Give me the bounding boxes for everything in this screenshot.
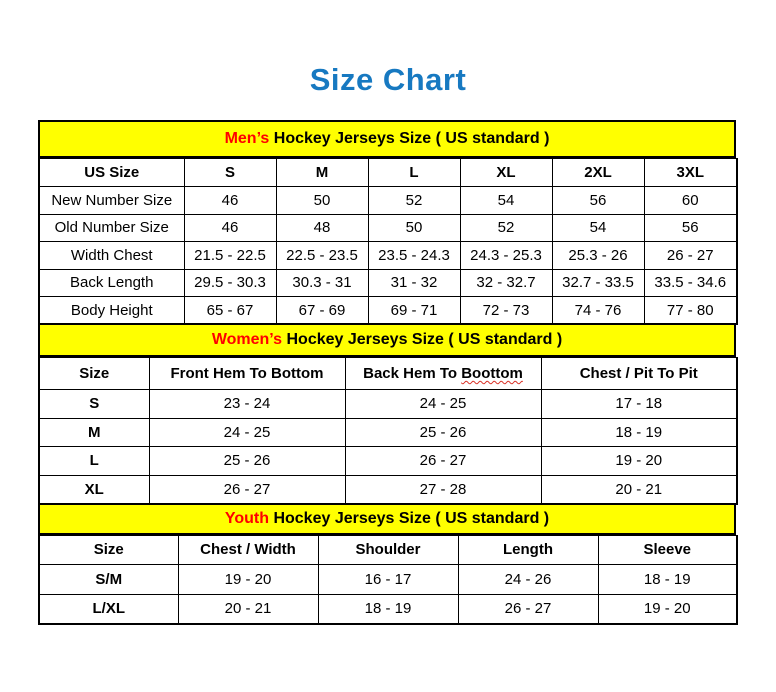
cell: 18 - 19	[541, 418, 737, 447]
row-label: Width Chest	[39, 242, 184, 270]
table-row	[39, 447, 737, 476]
womens-section-header	[38, 325, 736, 357]
cell: 17 - 18	[541, 390, 737, 419]
cell: 31 - 32	[368, 269, 460, 297]
column-header: Chest / Pit To Pit	[541, 358, 737, 390]
cell: 67 - 69	[276, 297, 368, 325]
cell: 25.3 - 26	[552, 242, 644, 270]
cell: 23.5 - 24.3	[368, 242, 460, 270]
cell: 77 - 80	[644, 297, 737, 325]
cell: 18 - 19	[598, 564, 737, 594]
cell: 72 - 73	[460, 297, 552, 325]
cell: 26 - 27	[149, 475, 345, 504]
cell: 24.3 - 25.3	[460, 242, 552, 270]
cell: 22.5 - 23.5	[276, 242, 368, 270]
cell: 52	[460, 214, 552, 242]
cell: 56	[644, 214, 737, 242]
row-label: L/XL	[39, 594, 178, 624]
cell: 18 - 19	[318, 594, 458, 624]
row-label: Back Length	[39, 269, 184, 297]
womens-size-table	[38, 357, 738, 505]
cell: 19 - 20	[178, 564, 318, 594]
column-header: Back Hem To Boottom	[345, 358, 541, 390]
column-header: US Size	[39, 159, 184, 187]
column-header: M	[276, 159, 368, 187]
womens-header-row	[39, 358, 737, 390]
table-row	[39, 564, 737, 594]
womens-section-highlight: Women’s	[211, 331, 283, 348]
row-label: Old Number Size	[39, 214, 184, 242]
cell: 20 - 21	[541, 475, 737, 504]
table-row	[39, 297, 737, 325]
column-header: XL	[460, 159, 552, 187]
cell: 26 - 27	[458, 594, 598, 624]
cell: 32.7 - 33.5	[552, 269, 644, 297]
row-label: Body Height	[39, 297, 184, 325]
womens-section-title-rest: Hockey Jerseys Size ( US standard )	[282, 331, 563, 348]
cell: 30.3 - 31	[276, 269, 368, 297]
cell: 32 - 32.7	[460, 269, 552, 297]
mens-section-header	[38, 120, 736, 158]
cell: 25 - 26	[149, 447, 345, 476]
cell: 24 - 26	[458, 564, 598, 594]
cell: 23 - 24	[149, 390, 345, 419]
youth-section-header	[38, 505, 736, 535]
row-label: New Number Size	[39, 187, 184, 215]
cell: 24 - 25	[345, 390, 541, 419]
column-header: Front Hem To Bottom	[149, 358, 345, 390]
youth-header-row	[39, 535, 737, 564]
cell: 24 - 25	[149, 418, 345, 447]
row-label: XL	[39, 475, 149, 504]
row-label: S/M	[39, 564, 178, 594]
table-row	[39, 187, 737, 215]
cell: 25 - 26	[345, 418, 541, 447]
cell: 20 - 21	[178, 594, 318, 624]
column-header: Shoulder	[318, 535, 458, 564]
column-header: 2XL	[552, 159, 644, 187]
mens-size-table	[38, 158, 738, 325]
cell: 16 - 17	[318, 564, 458, 594]
table-row	[39, 418, 737, 447]
cell: 48	[276, 214, 368, 242]
mens-header-row	[39, 159, 737, 187]
cell: 54	[552, 214, 644, 242]
cell: 33.5 - 34.6	[644, 269, 737, 297]
cell: 21.5 - 22.5	[184, 242, 276, 270]
cell: 65 - 67	[184, 297, 276, 325]
table-row	[39, 269, 737, 297]
cell: 19 - 20	[598, 594, 737, 624]
cell: 56	[552, 187, 644, 215]
cell: 19 - 20	[541, 447, 737, 476]
column-header: Sleeve	[598, 535, 737, 564]
table-row	[39, 390, 737, 419]
mens-section-title-rest: Hockey Jerseys Size ( US standard )	[269, 130, 550, 147]
youth-section-title-rest: Hockey Jerseys Size ( US standard )	[269, 509, 550, 527]
cell: 27 - 28	[345, 475, 541, 504]
size-chart	[38, 120, 736, 625]
youth-size-table	[38, 535, 738, 626]
table-row	[39, 475, 737, 504]
table-row	[39, 594, 737, 624]
cell: 26 - 27	[345, 447, 541, 476]
cell: 54	[460, 187, 552, 215]
cell: 46	[184, 187, 276, 215]
cell: 74 - 76	[552, 297, 644, 325]
cell: 60	[644, 187, 737, 215]
column-header: Length	[458, 535, 598, 564]
mens-section-highlight: Men’s	[224, 130, 270, 147]
row-label: L	[39, 447, 149, 476]
cell: 50	[276, 187, 368, 215]
column-header: Size	[39, 535, 178, 564]
column-header: 3XL	[644, 159, 737, 187]
cell: 29.5 - 30.3	[184, 269, 276, 297]
column-header: S	[184, 159, 276, 187]
misspelled-word: Boottom	[461, 365, 523, 382]
table-row	[39, 214, 737, 242]
row-label: M	[39, 418, 149, 447]
table-row	[39, 242, 737, 270]
page-title: Size Chart	[309, 62, 467, 97]
row-label: S	[39, 390, 149, 419]
cell: 50	[368, 214, 460, 242]
column-header: Chest / Width	[178, 535, 318, 564]
cell: 52	[368, 187, 460, 215]
column-header: L	[368, 159, 460, 187]
column-header: Size	[39, 358, 149, 390]
cell: 46	[184, 214, 276, 242]
cell: 69 - 71	[368, 297, 460, 325]
cell: 26 - 27	[644, 242, 737, 270]
youth-section-highlight: Youth	[224, 509, 269, 527]
